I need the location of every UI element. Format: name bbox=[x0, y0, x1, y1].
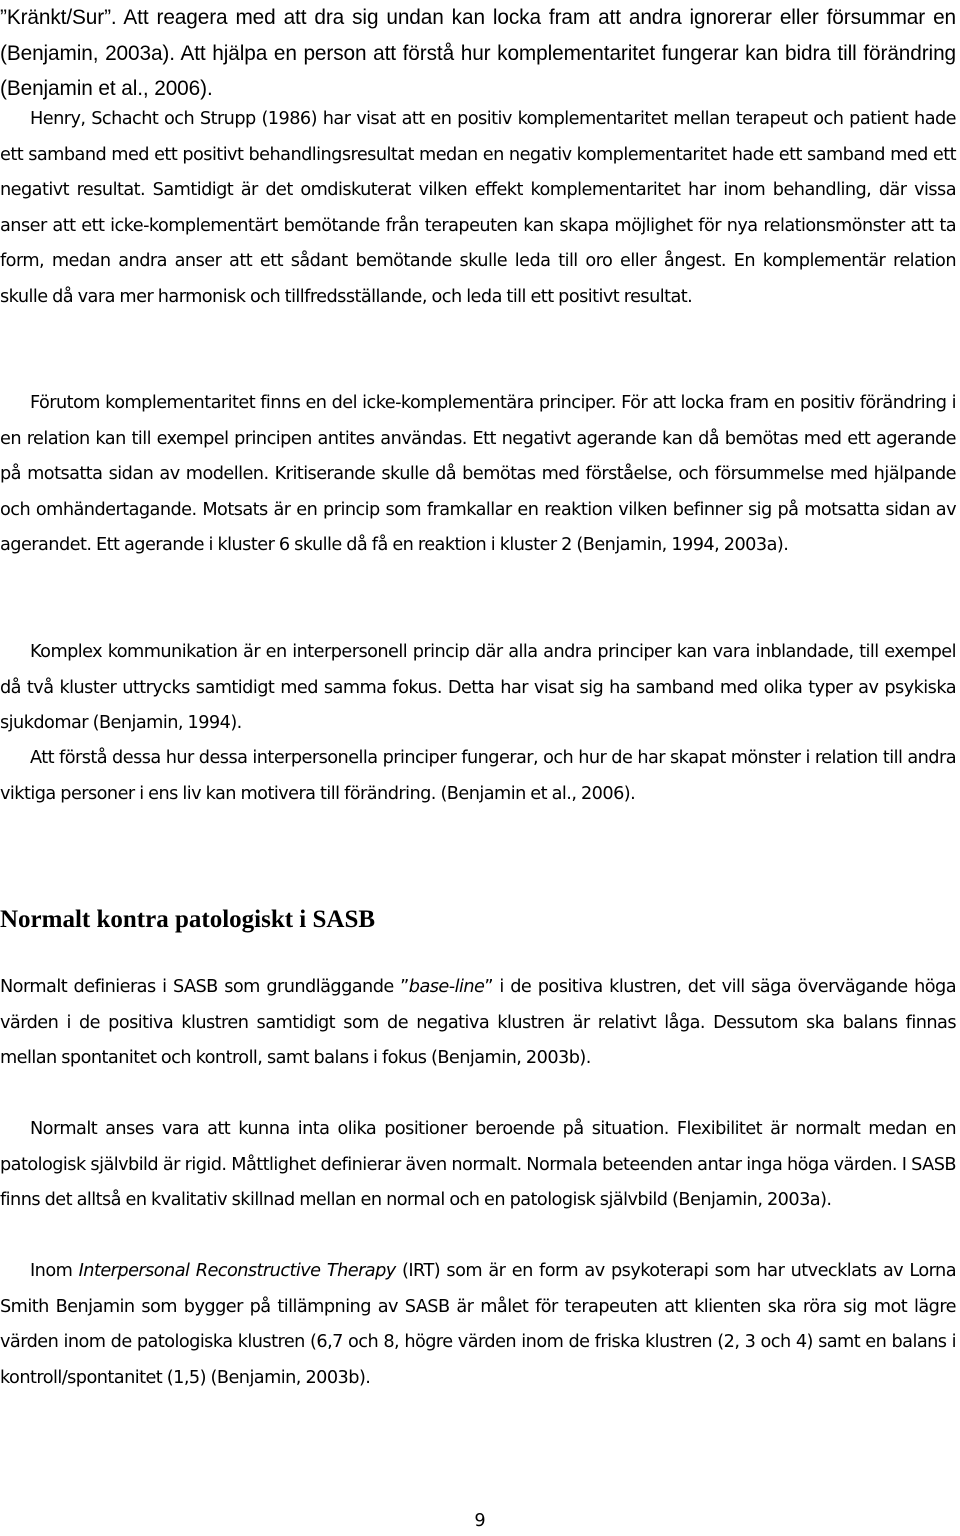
italic-term-base-line: base-line bbox=[408, 977, 485, 997]
italic-term-irt: Interpersonal Reconstructive Therapy bbox=[78, 1261, 396, 1281]
text-span: Inom bbox=[30, 1261, 79, 1281]
paragraph-irt-therapy bbox=[0, 1254, 956, 1396]
intro-paragraph: ”Kränkt/Sur”. Att reagera med att dra sig undan kan locka fram att andra ignorerar eller försummar en (Benjamin, 2003a). Att hjälpa en person att förstå hur komplementaritet fungerar kan bidra till förändring (Benjamin et al., 2006). bbox=[0, 6, 956, 100]
paragraph-complex-communication: Komplex kommunikation är en interpersonell princip där alla andra principer kan vara inblandade, till exempel då två kluster uttrycks samtidigt med samma fokus. Detta har visat sig ha samband med olika typer av psykiska sjukdomar (Benjamin, 1994). bbox=[0, 642, 956, 733]
paragraph-complementarity-results: Henry, Schacht och Strupp (1986) har visat att en positiv komplementaritet mellan terapeut och patient hade ett samband med ett positivt behandlingsresultat medan en negativ komplementaritet hade ett samband med ett negativt resultat. Samtidigt är det omdiskuterat vilken effekt komplementaritet har inom behandling, där vissa anser att ett icke-komplementärt bemötande från terapeuten kan skapa möjlighet för nya relationsmönster att ta form, medan andra anser att ett sådant bemötande skulle leda till oro eller ångest. En komplementär relation skulle då vara mer harmonisk och tillfredsställande, och leda till ett positivt resultat. bbox=[0, 109, 956, 307]
paragraph-understanding-principles: Att förstå dessa hur dessa interpersonella principer fungerar, och hur de har skapat mönster i relation till andra viktiga personer i ens liv kan motivera till förändring. (Benjamin et al., 2006). bbox=[0, 748, 956, 804]
text-span: ” i de positiva klustren, det vill säga övervägande höga värden i de positiva klustren samtidigt som de negativa klustren är relativt låga. Dessutom ska balans finnas mellan spontanitet och kontroll, samt balans i fokus (Benjamin, 2003b). bbox=[0, 977, 957, 1068]
page-number: 9 bbox=[474, 1511, 486, 1531]
text-span: (IRT) som är en form av psykoterapi som har utvecklats av Lorna Smith Benjamin som bygger på tillämpning av SASB är målet för terapeuten att klienten ska röra sig mot lägre värden inom de patologiska klustren (6,7 och 8, högre värden inom de friska klustren (2, 3 och 4) samt en balans i kontroll/spontanitet (1,5) (Benjamin, 2003b). bbox=[0, 1261, 957, 1388]
text-span: Normalt definieras i SASB som grundläggande ” bbox=[0, 977, 409, 997]
paragraph-normal-definition bbox=[0, 970, 956, 1077]
section-heading: Normalt kontra patologiskt i SASB bbox=[0, 906, 376, 933]
paragraph-normal-flexibility: Normalt anses vara att kunna inta olika positioner beroende på situation. Flexibilitet är normalt medan en patologisk självbild är rigid. Måttlighet definierar även normalt. Normala beteenden antar inga höga värden. I SASB finns det alltså en kvalitativ skillnad mellan en normal och en patologisk självbild (Benjamin, 2003a). bbox=[0, 1119, 956, 1210]
paragraph-non-complementary-principles: Förutom komplementaritet finns en del icke-komplementära principer. För att locka fram en positiv förändring i en relation kan till exempel principen antites användas. Ett negativt agerande kan då bemötas med ett agerande på motsatta sidan av modellen. Kritiserande skulle då bemötas med förståelse, och försummelse med hjälpande och omhändertagande. Motsats är en princip som framkallar en reaktion vilken befinner sig på motsatta sidan av agerandet. Ett agerande i kluster 6 skulle då få en reaktion i kluster 2 (Benjamin, 1994, 2003a). bbox=[0, 393, 956, 555]
